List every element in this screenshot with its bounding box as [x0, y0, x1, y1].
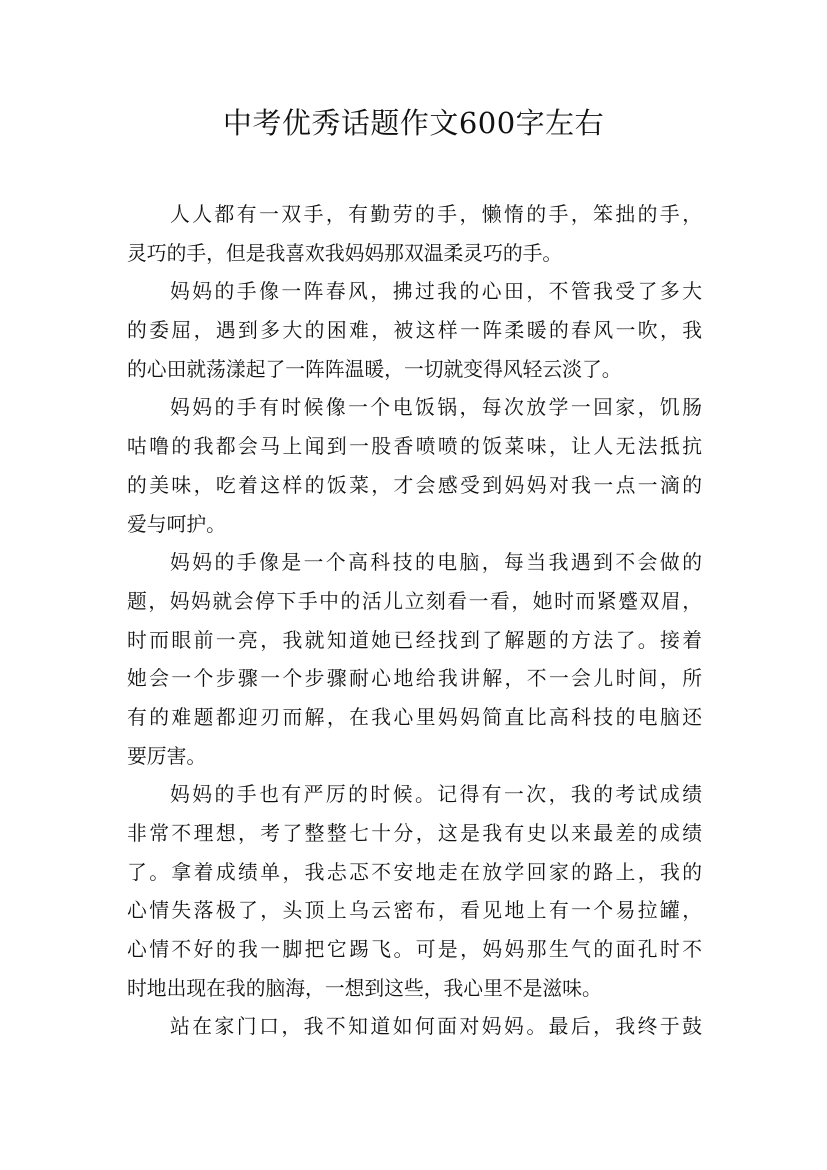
text-line: 妈妈的手像一阵春风，拂过我的心田，不管我受了多大 [170, 280, 702, 304]
text-line: 人人都有一双手，有勤劳的手，懒惰的手，笨拙的手， [170, 203, 702, 226]
text-line: 时而眼前一亮，我就知道她已经找到了解题的方法了。接着 [127, 628, 702, 652]
text-line: 的美味，吃着这样的饭菜，才会感受到妈妈对我一点一滴的 [127, 473, 702, 497]
text-line: 了。拿着成绩单，我忐忑不安地走在放学回家的路上，我的 [127, 860, 702, 884]
text-line: 她会一个步骤一个步骤耐心地给我讲解，不一会儿时间，所 [127, 667, 702, 691]
text-line: 题，妈妈就会停下手中的活儿立刻看一看，她时而紧蹙双眉， [127, 589, 702, 613]
text-line: 妈妈的手有时候像一个电饭锅，每次放学一回家，饥肠 [170, 396, 702, 420]
text-line: 心情失落极了，头顶上乌云密布，看见地上有一个易拉罐， [127, 899, 702, 923]
text-line: 的委屈，遇到多大的困难，被这样一阵柔暖的春风一吹，我 [127, 319, 702, 343]
text-line: 站在家门口，我不知道如何面对妈妈。最后，我终于鼓 [170, 1015, 702, 1039]
essay-body [127, 196, 702, 1047]
text-line: 时地出现在我的脑海，一想到这些，我心里不是滋味。 [127, 976, 602, 1000]
text-line: 的心田就荡漾起了一阵阵温暖，一切就变得风轻云淡了。 [127, 357, 622, 381]
text-line: 妈妈的手像是一个高科技的电脑，每当我遇到不会做的 [170, 551, 702, 575]
text-line: 有的难题都迎刃而解，在我心里妈妈简直比高科技的电脑还 [127, 705, 702, 729]
text-line: 咕噜的我都会马上闻到一股香喷喷的饭菜味，让人无法抵抗 [127, 435, 702, 459]
text-line: 要厉害。 [127, 744, 207, 768]
text-line: 灵巧的手，但是我喜欢我妈妈那双温柔灵巧的手。 [127, 241, 563, 265]
text-line: 妈妈的手也有严厉的时候。记得有一次，我的考试成绩 [170, 783, 702, 807]
text-line: 心情不好的我一脚把它踢飞。可是，妈妈那生气的面孔时不 [127, 938, 702, 962]
document-title: 中考优秀话题作文600字左右 [222, 106, 605, 140]
text-line: 非常不理想，考了整整七十分，这是我有史以来最差的成绩 [127, 822, 702, 845]
text-line: 爱与呵护。 [127, 512, 226, 536]
